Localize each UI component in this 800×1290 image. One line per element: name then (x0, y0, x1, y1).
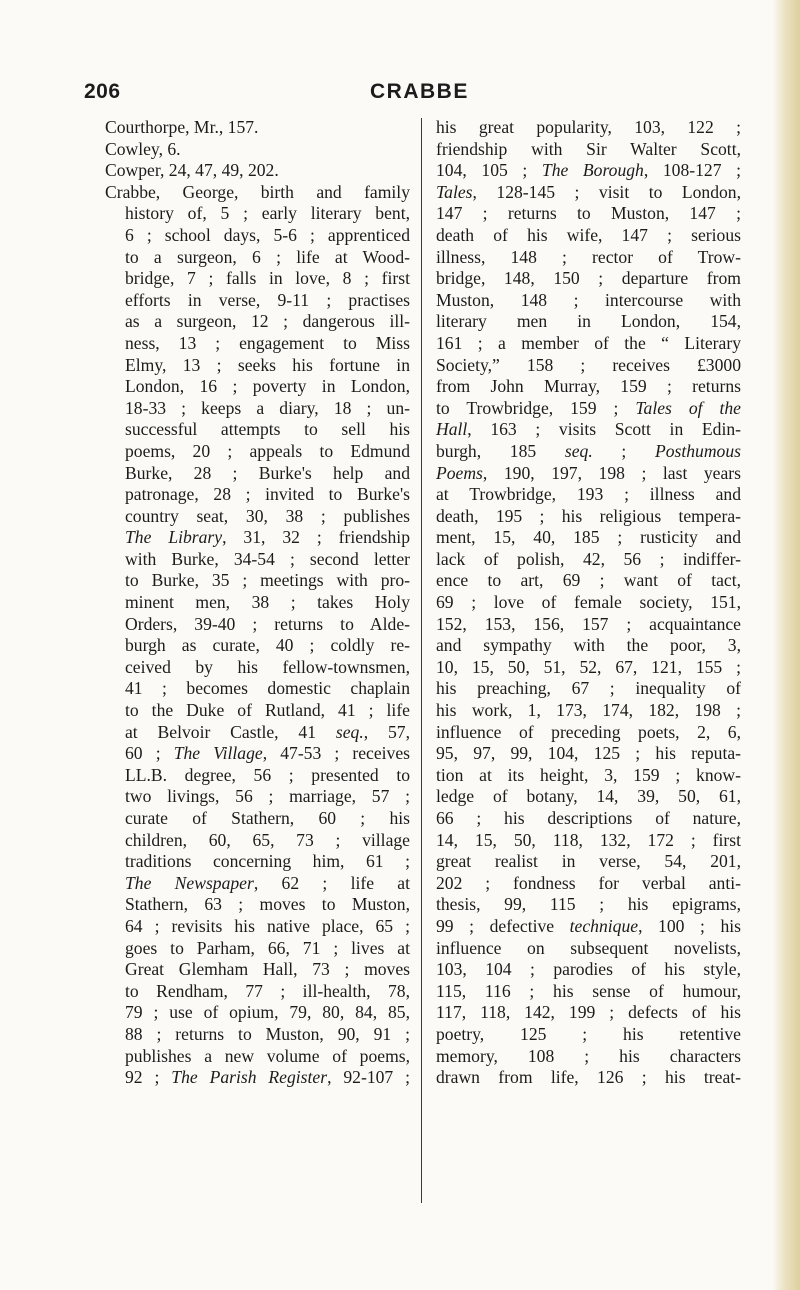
index-line: burgh, 185 seq. ; Posthumous (436, 440, 741, 461)
index-line: ceived by his fellow-townsmen, (125, 656, 410, 677)
index-line: The Newspaper, 62 ; life at (125, 872, 410, 893)
index-line: bridge, 7 ; falls in love, 8 ; first (125, 268, 410, 289)
index-line: with Burke, 34-54 ; second letter (125, 548, 410, 569)
index-line: 88 ; returns to Muston, 90, 91 ; (125, 1023, 410, 1044)
index-line: to Burke, 35 ; meetings with pro- (125, 570, 410, 591)
index-line: influence of preceding poets, 2, 6, (436, 721, 741, 742)
index-line: from John Murray, 159 ; returns (436, 376, 741, 397)
index-line: burgh as curate, 40 ; coldly re- (125, 635, 410, 656)
index-line: 147 ; returns to Muston, 147 ; (436, 203, 741, 224)
index-line: 161 ; a member of the “ Literary (436, 332, 741, 353)
index-line: to Trowbridge, 159 ; Tales of the (436, 397, 741, 418)
index-line: Orders, 39-40 ; returns to Alde- (125, 613, 410, 634)
index-line: ledge of botany, 14, 39, 50, 61, (436, 786, 741, 807)
index-line: Tales, 128-145 ; visit to London, (436, 181, 741, 202)
index-line: Poems, 190, 197, 198 ; last years (436, 462, 741, 483)
index-line: The Library, 31, 32 ; friendship (125, 527, 410, 548)
index-line: great realist in verse, 54, 201, (436, 851, 741, 872)
index-line: influence on subsequent novelists, (436, 937, 741, 958)
index-line: as a surgeon, 12 ; dangerous ill- (125, 311, 410, 332)
index-line: his great popularity, 103, 122 ; (436, 117, 741, 137)
index-line: Courthorpe, Mr., 157. (105, 117, 259, 137)
index-line: two livings, 56 ; marriage, 57 ; (125, 786, 410, 807)
index-line: poetry, 125 ; his retentive (436, 1023, 741, 1044)
index-line: history of, 5 ; early literary bent, (125, 203, 410, 224)
page-number: 206 (84, 80, 121, 103)
index-line: 115, 116 ; his sense of humour, (436, 980, 741, 1001)
index-line: and sympathy with the poor, 3, (436, 635, 741, 656)
index-line: children, 60, 65, 73 ; village (125, 829, 410, 850)
index-line: 95, 97, 99, 104, 125 ; his reputa- (436, 743, 741, 764)
index-line: 14, 15, 50, 118, 132, 172 ; first (436, 829, 741, 850)
index-line: Cowley, 6. (105, 138, 181, 159)
index-line: his work, 1, 173, 174, 182, 198 ; (436, 700, 741, 721)
index-line: efforts in verse, 9-11 ; practises (125, 289, 410, 310)
index-line: at Belvoir Castle, 41 seq., 57, (125, 721, 410, 742)
index-line: Great Glemham Hall, 73 ; moves (125, 959, 410, 980)
index-line: 41 ; becomes domestic chaplain (125, 678, 410, 699)
index-line: country seat, 30, 38 ; publishes (125, 505, 410, 526)
index-line: death of his wife, 147 ; serious (436, 224, 741, 245)
index-column-right (436, 117, 741, 1089)
index-line: 60 ; The Village, 47-53 ; receives (125, 743, 411, 764)
index-line: 104, 105 ; The Borough, 108-127 ; (436, 160, 741, 181)
index-line: 64 ; revisits his native place, 65 ; (125, 915, 410, 936)
index-line: Burke, 28 ; Burke's help and (125, 462, 410, 483)
index-line: 92 ; The Parish Register, 92-107 ; (125, 1067, 410, 1088)
index-line: successful attempts to sell his (125, 419, 410, 440)
index-line: drawn from life, 126 ; his treat- (436, 1067, 741, 1088)
index-line: minent men, 38 ; takes Holy (125, 592, 410, 613)
index-line: 99 ; defective technique, 100 ; his (436, 915, 741, 936)
index-line: 18-33 ; keeps a diary, 18 ; un- (125, 397, 410, 418)
index-line: London, 16 ; poverty in London, (125, 376, 410, 397)
index-line: lack of polish, 42, 56 ; indiffer- (436, 548, 741, 569)
column-divider (421, 118, 422, 1203)
index-line: his preaching, 67 ; inequality of (436, 678, 741, 699)
index-line: at Trowbridge, 193 ; illness and (436, 484, 741, 505)
index-line: Muston, 148 ; intercourse with (436, 289, 741, 310)
index-line: ness, 13 ; engagement to Miss (125, 332, 410, 353)
index-line: ence to art, 69 ; want of tact, (436, 570, 741, 591)
index-line: Stathern, 63 ; moves to Muston, (125, 894, 410, 915)
index-line: 117, 118, 142, 199 ; defects of his (436, 1002, 741, 1023)
index-line: patronage, 28 ; invited to Burke's (125, 484, 410, 505)
index-line: thesis, 99, 115 ; his epigrams, (436, 894, 741, 915)
index-line: LL.B. degree, 56 ; presented to (125, 764, 410, 785)
index-line: 202 ; fondness for verbal anti- (436, 872, 741, 893)
index-line: poems, 20 ; appeals to Edmund (125, 440, 410, 461)
index-line: Elmy, 13 ; seeks his fortune in (125, 354, 410, 375)
index-line: goes to Parham, 66, 71 ; lives at (125, 937, 410, 958)
index-line: to Rendham, 77 ; ill-health, 78, (125, 980, 410, 1001)
index-line: 66 ; his descriptions of nature, (436, 808, 741, 828)
index-line: 69 ; love of female society, 151, (436, 592, 741, 613)
index-line: memory, 108 ; his characters (436, 1045, 741, 1066)
index-line: 10, 15, 50, 51, 52, 67, 121, 155 ; (436, 656, 741, 677)
index-line: literary men in London, 154, (436, 311, 741, 332)
index-line: traditions concerning him, 61 ; (125, 851, 410, 872)
page-header (80, 80, 740, 108)
index-line: 6 ; school days, 5-6 ; apprenticed (125, 224, 410, 245)
index-line: bridge, 148, 150 ; departure from (436, 268, 741, 289)
index-line: ment, 15, 40, 185 ; rusticity and (436, 527, 741, 548)
index-line: friendship with Sir Walter Scott, (436, 138, 741, 159)
index-line: 79 ; use of opium, 79, 80, 84, 85, (125, 1002, 410, 1023)
index-line: Society,” 158 ; receives £3000 (436, 354, 741, 375)
index-line: Crabbe, George, birth and family (105, 181, 410, 202)
index-line: tion at its height, 3, 159 ; know- (436, 764, 741, 785)
index-line: death, 195 ; his religious tempera- (436, 505, 741, 526)
page-edge-shadow (772, 0, 800, 1290)
index-line: 103, 104 ; parodies of his style, (436, 959, 741, 980)
index-column-left (105, 117, 410, 1089)
index-line: Cowper, 24, 47, 49, 202. (105, 160, 279, 181)
index-line: publishes a new volume of poems, (125, 1045, 410, 1066)
index-line: to the Duke of Rutland, 41 ; life (125, 700, 410, 721)
running-head: CRABBE (370, 80, 469, 103)
index-line: curate of Stathern, 60 ; his (125, 808, 410, 828)
index-line: Hall, 163 ; visits Scott in Edin- (436, 419, 741, 440)
index-line: illness, 148 ; rector of Trow- (436, 246, 741, 267)
index-line: to a surgeon, 6 ; life at Wood- (125, 246, 410, 267)
index-line: 152, 153, 156, 157 ; acquaintance (436, 613, 741, 634)
